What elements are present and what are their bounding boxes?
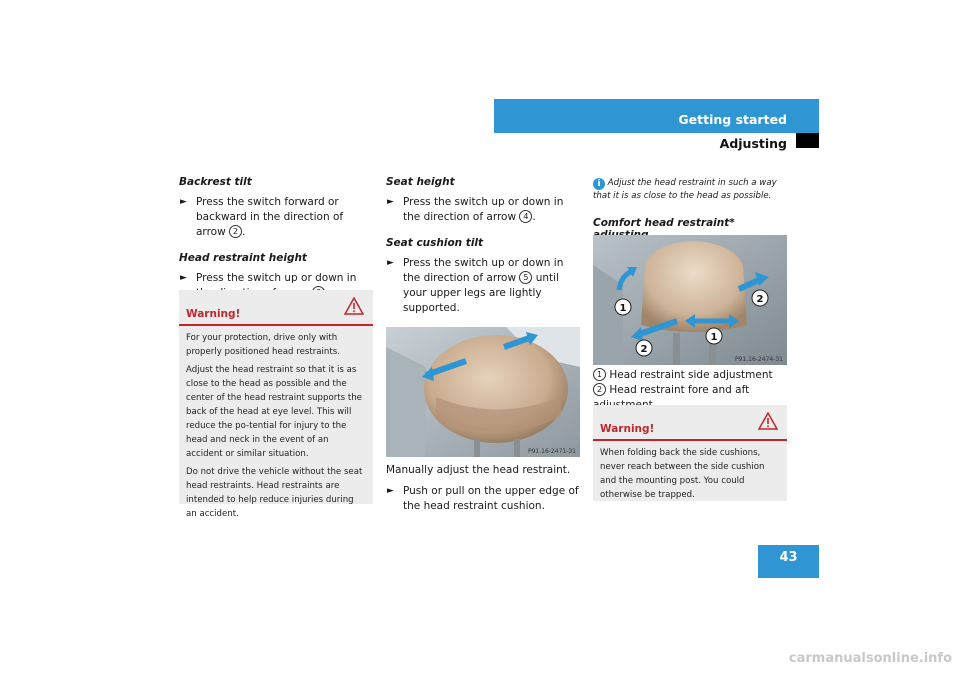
comfort-head-restraint-figure bbox=[593, 235, 787, 365]
svg-text:1: 1 bbox=[710, 332, 718, 343]
column-1 bbox=[179, 176, 373, 301]
callout-1-lower bbox=[706, 328, 722, 344]
seat-height-heading: Seat height bbox=[386, 176, 455, 188]
bullet-arrow-icon: ► bbox=[387, 258, 394, 268]
head-restraint-height-instruction: ► Press the switch up or down in bbox=[179, 271, 373, 301]
section-subtitle: Adjusting bbox=[719, 136, 787, 151]
warning-title: Warning! bbox=[186, 308, 241, 320]
bullet-arrow-icon: ► bbox=[180, 273, 187, 283]
head-restraint-figure bbox=[386, 327, 580, 457]
column-2-lower bbox=[386, 463, 580, 514]
seat-height-instruction: ► Press the switch up or down in the direction of arrow 4 . bbox=[387, 196, 564, 223]
bullet-arrow-icon: ► bbox=[387, 197, 394, 207]
callout-number: 4 bbox=[519, 210, 532, 223]
backrest-tilt-instruction: ► Press the switch forward or backward in the direction of arrow 2 . bbox=[180, 196, 344, 238]
warning-body: When folding back the side cushions, never reach between the side cushion and the mounting post. You could otherwise be trapped. bbox=[600, 448, 765, 500]
figure-code: P91.16-2471-31 bbox=[527, 448, 576, 455]
section-tab-marker bbox=[796, 133, 819, 148]
bullet-arrow-icon: ► bbox=[387, 486, 394, 496]
warning-title: Warning! bbox=[600, 423, 655, 435]
callout-2-lower bbox=[636, 340, 652, 356]
backrest-tilt-heading: Backrest tilt bbox=[179, 176, 252, 188]
seat-cushion-tilt-instruction: ► Press the switch up or down in the direction of arrow 5 until your upper legs are lightly supported. bbox=[387, 257, 564, 314]
warning-triangle-icon bbox=[758, 412, 778, 430]
section-title: Getting started bbox=[678, 112, 787, 127]
callout-number: 2 bbox=[229, 225, 242, 238]
column-2 bbox=[386, 176, 580, 340]
legend-item: 1 Head restraint side adjustment bbox=[593, 368, 793, 383]
info-icon: i bbox=[593, 178, 605, 190]
comfort-head-restraint-heading: Comfort head restraint* bbox=[593, 217, 735, 229]
column-3 bbox=[593, 177, 789, 241]
callout-2-upper bbox=[752, 290, 768, 306]
warning-box-1 bbox=[179, 290, 373, 519]
manual-adjust-text: Manually adjust the head restraint. bbox=[386, 464, 571, 476]
svg-text:2: 2 bbox=[640, 344, 648, 355]
legend-item: 2 Head restraint fore and aft bbox=[593, 383, 793, 413]
figure-code: P91.16-2474-31 bbox=[734, 356, 783, 363]
svg-text:2: 2 bbox=[756, 294, 764, 305]
warning-triangle-icon bbox=[344, 297, 364, 315]
info-note: i Adjust the head restraint in such a way that it is as close to the head as possible. bbox=[593, 178, 777, 201]
svg-text:1: 1 bbox=[619, 303, 627, 314]
watermark-footer: carmanualsonline.info bbox=[788, 651, 952, 666]
callout-1-upper bbox=[615, 299, 631, 315]
push-pull-instruction: ► Push or pull on the upper edge of the head restraint cushion. bbox=[387, 485, 579, 512]
page-number: 43 bbox=[779, 550, 798, 565]
bullet-arrow-icon: ► bbox=[180, 197, 187, 207]
seat-cushion-tilt-heading: Seat cushion tilt bbox=[386, 237, 484, 249]
head-restraint-height-heading: Head restraint height bbox=[179, 252, 307, 264]
warning-body: For your protection, drive only with properly positioned head restraints. Adjust the head restraint so that it is as close to the head as possible and the center of the head restraint supports the back of the head at eye level. This will reduce the po-tential for injury to the head and neck in the event of an accident or similar situation. Do not drive the vehicle without the seat head restraints. Head restraints are intended to help reduce injuries during an accident. bbox=[186, 333, 363, 519]
warning-box-2 bbox=[593, 405, 787, 501]
callout-number: 5 bbox=[519, 271, 532, 284]
